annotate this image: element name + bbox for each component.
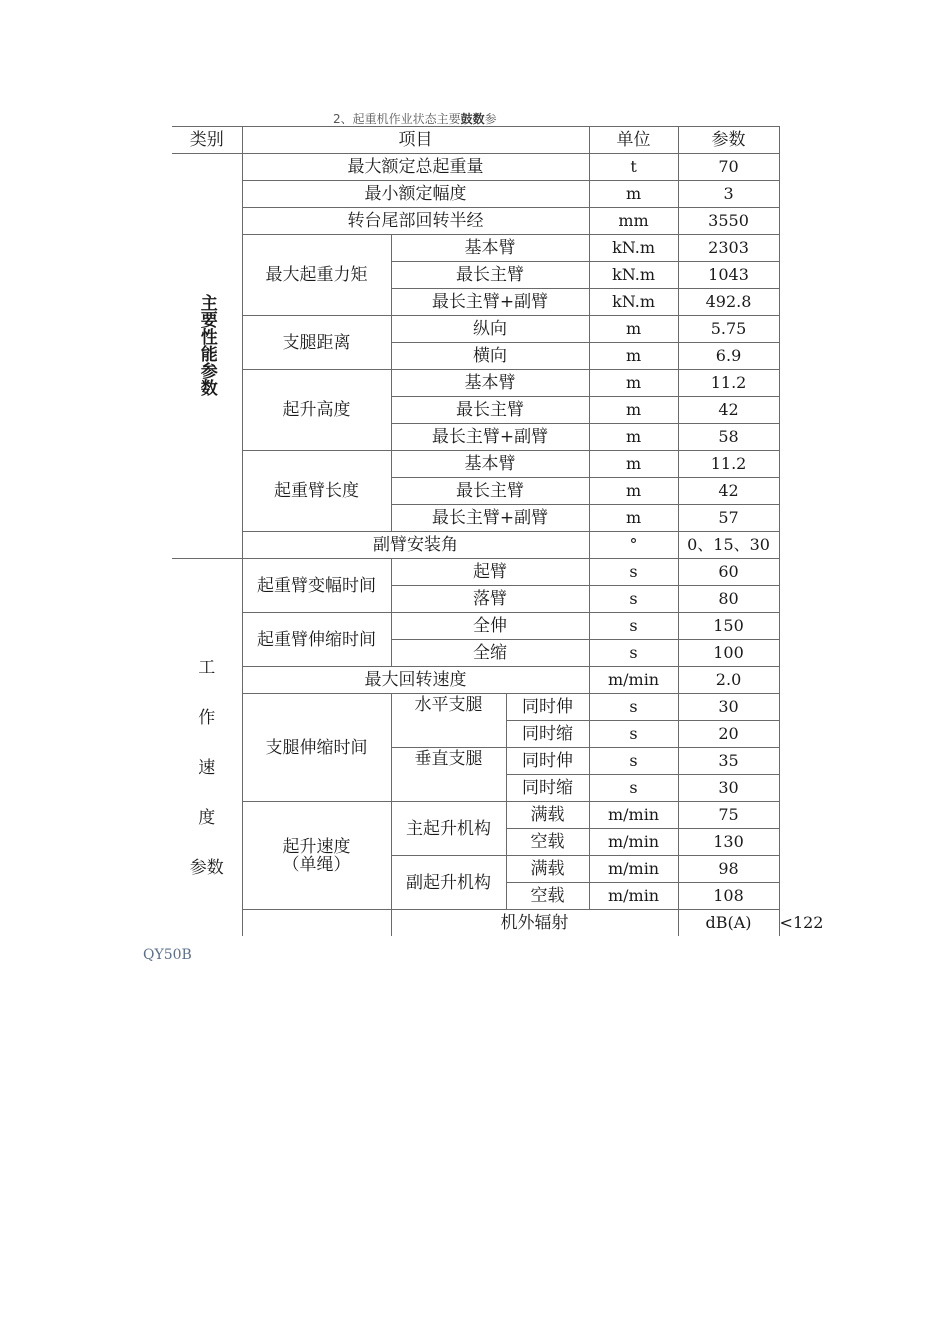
table-row: 副臂安装角 ° 0、15、30 (172, 532, 779, 559)
table-row: 最长主臂 m 42 (172, 478, 779, 505)
table-row: 全缩 s 100 (172, 640, 779, 667)
crane-spec-table (172, 126, 824, 936)
table-row: 同时缩 s 30 (172, 775, 779, 802)
table-row: 空载 m/min 130 (172, 829, 779, 856)
table-caption: 2、起重机作业状态主要鼓数参 (333, 112, 497, 126)
header-value: 参数 (678, 127, 779, 154)
table-row: 最小额定幅度 m 3 (172, 181, 779, 208)
table-row: 机外辐射 dB(A) <122 (172, 910, 779, 937)
table-row: 落臂 s 80 (172, 586, 779, 613)
table-row: 支腿距离 纵向 m 5.75 (172, 316, 779, 343)
header-category: 类别 (172, 127, 242, 154)
table-row: 起重臂长度 基本臂 m 11.2 (172, 451, 779, 478)
table-header-row (172, 127, 779, 154)
table-row: 起升速度 （单绳） 主起升机构 满载 m/min 75 (172, 802, 779, 829)
table-row: 同时缩 s 20 (172, 721, 779, 748)
table-row: 最长主臂+副臂 m 57 (172, 505, 779, 532)
table-row: 最大回转速度 m/min 2.0 (172, 667, 779, 694)
table-row: 支腿伸缩时间 水平支腿 同时伸 s 30 (172, 694, 779, 721)
table-row: 最长主臂+副臂 kN.m 492.8 (172, 289, 779, 316)
hoist-speed-label: 起升速度 （单绳） (242, 802, 391, 910)
table-row: 副起升机构 满载 m/min 98 (172, 856, 779, 883)
table-row: 最大起重力矩 基本臂 kN.m 2303 (172, 235, 779, 262)
table-row: 横向 m 6.9 (172, 343, 779, 370)
header-unit: 单位 (589, 127, 678, 154)
header-item: 项目 (242, 127, 589, 154)
table-row: 空载 m/min 108 (172, 883, 779, 910)
category-speed: 工 作 速 度 参数 (172, 559, 242, 937)
table-row: 最长主臂 kN.m 1043 (172, 262, 779, 289)
table-row: 起升高度 基本臂 m 11.2 (172, 370, 779, 397)
category-performance: 主要性能参数 (172, 154, 242, 559)
table-row: 最长主臂+副臂 m 58 (172, 424, 779, 451)
table-row: 转台尾部回转半经 mm 3550 (172, 208, 779, 235)
model-code: QY50B (143, 947, 192, 963)
table-row: 主要性能参数 最大额定总起重量 t 70 (172, 154, 779, 181)
table-row: 垂直支腿 同时伸 s 35 (172, 748, 779, 775)
table-row: 工 作 速 度 参数 起重臂变幅时间 起臂 s 60 (172, 559, 779, 586)
table-row: 起重臂伸缩时间 全伸 s 150 (172, 613, 779, 640)
table-row: 最长主臂 m 42 (172, 397, 779, 424)
